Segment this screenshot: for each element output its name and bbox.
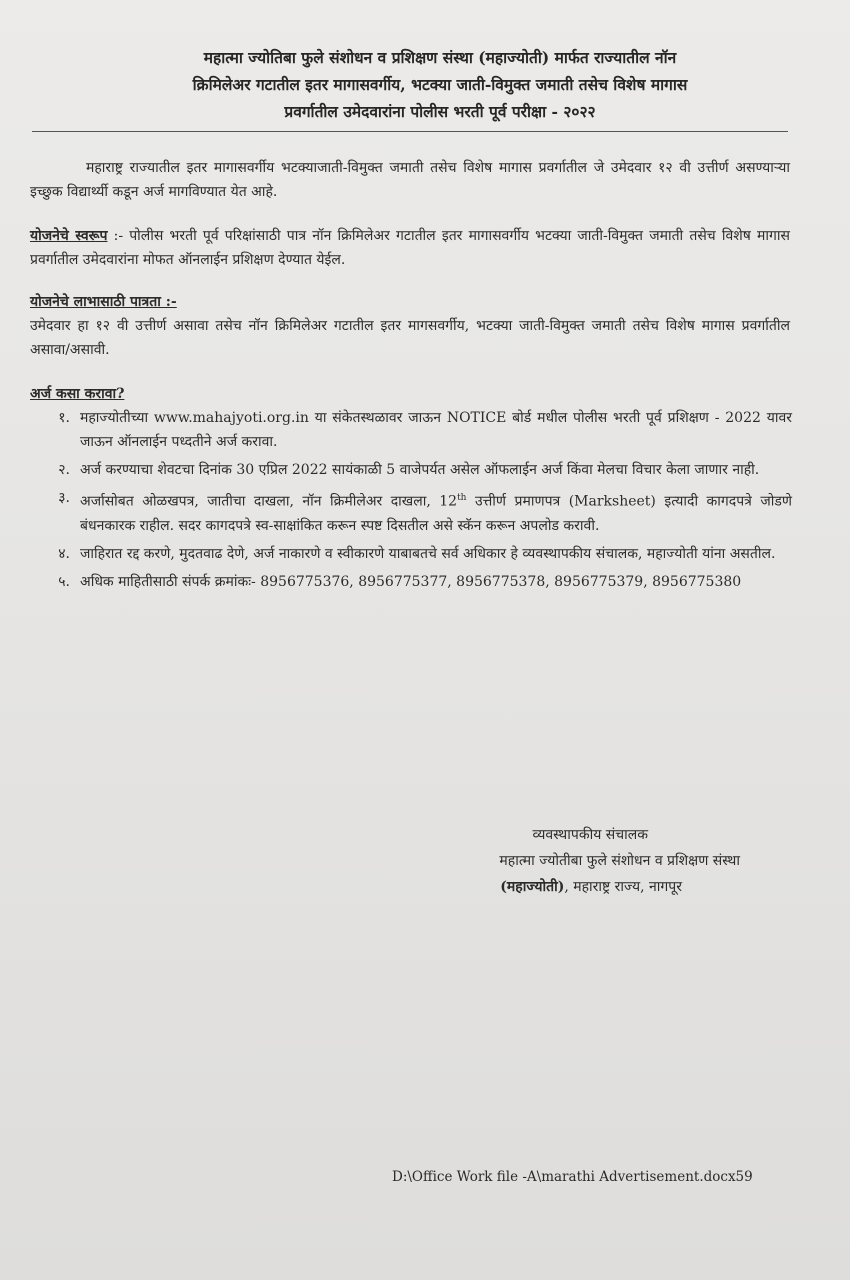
title-divider: [32, 131, 788, 132]
list-item: [30, 570, 792, 594]
list-item-text: अधिक माहितीसाठी संपर्क क्रमांकः- 8956775376, 8956775377, 8956775378, 8956775379, 8956775380: [80, 573, 742, 590]
list-item: [30, 486, 792, 538]
title-line-2: क्रिमिलेअर गटातील इतर मागासवर्गीय, भटक्या जाती-विमुक्त जमाती तसेच विशेष मागास: [192, 75, 688, 94]
list-item-text-pre: अर्जासोबत ओळखपत्र, जातीचा दाखला, नॉन क्रिमीलेअर दाखला, 12: [80, 493, 458, 510]
list-item-text: जाहिरात रद्द करणे, मुदतवाढ देणे, अर्ज नाकारणे व स्वीकारणे याबाबतचे सर्व अधिकार हे व्यवस्थापकीय संचालक, महाज्योती यांना असतील.: [80, 545, 776, 562]
eligibility-text: उमेदवार हा १२ वी उत्तीर्ण असावा तसेच नॉन क्रिमिलेअर गटातील इतर मागसवर्गीय, भटक्या जाती-विमुक्त जमाती तसेच विशेष मागास प्रवर्गातील असावा/असावी.: [30, 318, 790, 358]
list-item-text: अर्ज करण्याचा शेवटचा दिनांक 30 एप्रिल 2022 सायंकाळी 5 वाजेपर्यत असेल ऑफलाईन अर्ज किंवा मेलचा विचार केला जाणार नाही.: [80, 462, 760, 478]
eligibility-section: [30, 290, 790, 362]
list-item-number: ४.: [58, 545, 70, 562]
signature-organization: महात्मा ज्योतीबा फुले संशोधन व प्रशिक्षण संस्था: [499, 853, 740, 869]
superscript-th: th: [457, 493, 467, 503]
list-item-number: १.: [58, 410, 70, 426]
list-item-number: ५.: [58, 573, 70, 590]
apply-heading: अर्ज कसा करावा?: [30, 386, 125, 402]
file-path-footer: D:\Office Work file -A\marathi Advertisement.docx59: [392, 1169, 753, 1185]
list-item: [30, 458, 792, 482]
document-title: [70, 44, 810, 125]
list-item: [30, 406, 792, 454]
list-item-text: महाज्योतीच्या www.mahajyoti.org.in या संकेतस्थळावर जाऊन NOTICE बोर्ड मधील पोलीस भरती पूर्व प्रशिक्षण - 2022 यावर जाऊन ऑनलाईन पध्दतीने अर्ज करावा.: [80, 410, 792, 450]
signature-block: [420, 822, 740, 900]
list-item-text: [80, 486, 792, 538]
apply-heading-wrap: [30, 382, 790, 406]
scheme-paragraph: [30, 224, 790, 272]
signature-location-text: , महाराष्ट्र राज्य, नागपूर: [564, 879, 682, 895]
list-item-number: २.: [58, 462, 70, 478]
intro-paragraph: महाराष्ट्र राज्यातील इतर मागासवर्गीय भटक्याजाती-विमुक्त जमाती तसेच विशेष मागास प्रवर्गातील जे उमेदवार १२ वी उत्तीर्ण असण्याऱ्या इच्छुक विद्यार्थ्यी कडून अर्ज मागविण्यात येत आहे.: [30, 160, 790, 200]
title-line-1: महात्मा ज्योतिबा फुले संशोधन व प्रशिक्षण संस्था (महाज्योती) मार्फत राज्यातील नॉन: [203, 48, 677, 67]
signature-location: [420, 874, 740, 900]
list-item-number: ३.: [58, 490, 70, 506]
list-item-text-post: उत्तीर्ण प्रमाणपत्र (Marksheet) इत्यादी कागदपत्रे जोडणे बंधनकारक राहील. सदर कागदपत्रे स्व-साक्षांकित करून स्पष्ट दिसतील असे स्कॅन करून अपलोड करावी.: [80, 493, 792, 534]
scheme-label: योजनेचे स्वरूप: [30, 228, 108, 244]
signature-designation: व्यवस्थापकीय संचालक: [532, 827, 648, 843]
scheme-text: :- पोलीस भरती पूर्व परिक्षांसाठी पात्र नॉन क्रिमिलेअर गटातील इतर मागासवर्गीय भटक्या जाती-विमुक्त जमाती तसेच विशेष मागास प्रवर्गातील उमेदवारांना मोफत ऑनलाईन प्रशिक्षण देण्यात येईल.: [30, 228, 790, 268]
eligibility-heading: योजनेचे लाभासाठी पात्रता :-: [30, 294, 177, 310]
list-item: [30, 542, 792, 566]
signature-short-name: (महाज्योती): [500, 879, 565, 895]
apply-steps-list: [30, 406, 792, 598]
title-line-3: प्रवर्गातील उमेदवारांना पोलीस भरती पूर्व परीक्षा - २०२२: [284, 102, 596, 121]
